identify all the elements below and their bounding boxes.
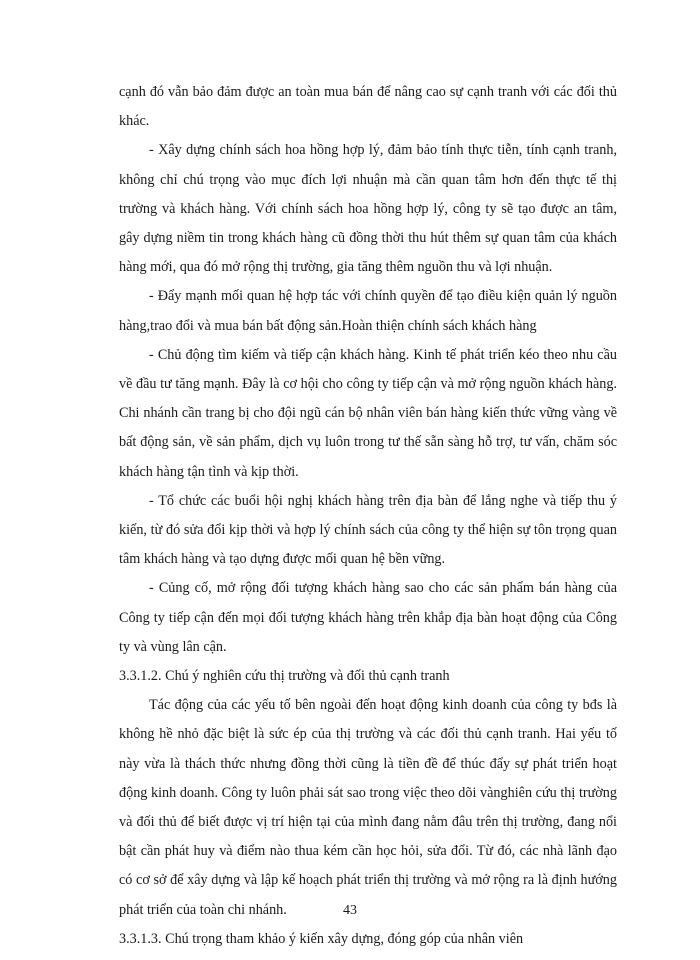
paragraph-commission-policy: - Xây dựng chính sách hoa hồng hợp lý, đảm bảo tính thực tiễn, tính cạnh tranh, không chỉ chú trọng vào mục đích lợi nhuận mà cần quan tâm hơn đến thực tế thị trường và khách hàng. Với chính sách hoa hồng hợp lý, công ty sẽ tạo được an tâm, gây dựng niềm tin trong khách hàng cũ đồng thời thu hút thêm sự quan tâm của khách hàng mới, qua đó mở rộng thị trường, gia tăng thêm nguồn thu và lợi nhuận. (119, 142, 617, 276)
paragraph-market-research: Tác động của các yếu tố bên ngoài đến hoạt động kinh doanh của công ty bđs là không hề nhỏ đặc biệt là sức ép của thị trường và các đối thủ cạnh tranh. Hai yếu tố này vừa là thách thức nhưng đồng thời cũng là tiền đề để thúc đẩy sự phát triển hoạt động kinh doanh. Công ty luôn phải sát sao trong việc theo dõi vànghiên cứu thị trường và đối thủ để biết được vị trí hiện tại của mình đang nằm đâu trên thị trường, đang nổi bật cần phát huy và điểm nào thua kém cần học hỏi, sửa đổi. Từ đó, các nhà lãnh đạo có cơ sở để xây dựng và lập kế hoạch phát triển thị trường và mở rộng ra là định hướng phát triển của toàn chi nhánh. (119, 697, 617, 918)
page-number: 43 (343, 903, 357, 918)
section-heading-employee-feedback: 3.3.1.3. Chú trọng tham khảo ý kiến xây dựng, đóng góp của nhân viên (119, 930, 524, 947)
paragraph-government-cooperation: - Đẩy mạnh mối quan hệ hợp tác với chính quyền để tạo điều kiện quản lý nguồn hàng,trao đổi và mua bán bất động sản.Hoàn thiện chính sách khách hàng (119, 288, 617, 334)
section-heading-market-research: 3.3.1.2. Chú ý nghiên cứu thị trường và đối thủ cạnh tranh (119, 668, 450, 685)
body-text (119, 78, 617, 954)
paragraph-customer-base: - Củng cố, mở rộng đối tượng khách hàng sao cho các sản phẩm bán hàng của Công ty tiếp cận đến mọi đối tượng khách hàng trên khắp địa bàn hoạt động của Công ty và vùng lân cận. (119, 580, 617, 655)
paragraph-continuation: cạnh đó vẫn bảo đảm được an toàn mua bán để nâng cao sự cạnh tranh với các đối thủ khác. (119, 84, 617, 130)
paragraph-customer-outreach: - Chủ động tìm kiếm và tiếp cận khách hàng. Kinh tế phát triển kéo theo nhu cầu về đầu tư tăng mạnh. Đây là cơ hội cho công ty tiếp cận và mở rộng nguồn khách hàng. Chi nhánh cần trang bị cho đội ngũ cán bộ nhân viên bán hàng kiến thức vững vàng về bất động sản, về sản phẩm, dịch vụ luôn trong tư thế sẵn sàng hỗ trợ, tư vấn, chăm sóc khách hàng tận tình và kịp thời. (119, 346, 617, 480)
paragraph-customer-conferences: - Tổ chức các buổi hội nghị khách hàng trên địa bàn để lắng nghe và tiếp thu ý kiến, từ đó sửa đổi kịp thời và hợp lý chính sách của công ty thể hiện sự tôn trọng quan tâm khách hàng và tạo dựng được mối quan hệ bền vững. (119, 492, 617, 568)
